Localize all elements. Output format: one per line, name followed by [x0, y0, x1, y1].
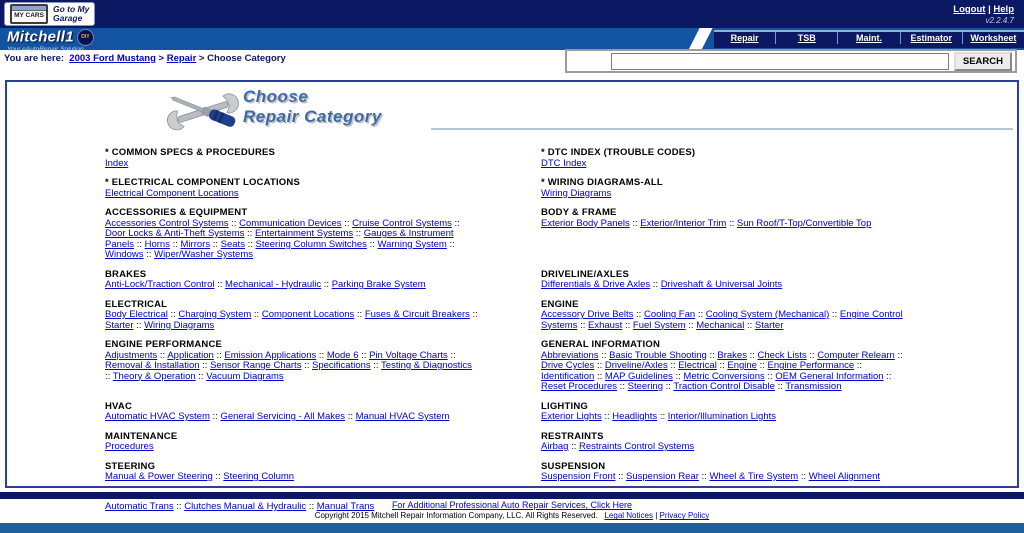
category-link[interactable]: Differentials & Drive Axles [541, 279, 651, 290]
category-link[interactable]: Communication Devices [239, 217, 342, 229]
category-links: Abbreviations :: Basic Trouble Shooting :: Brakes :: Check Lists :: Computer Relearn :: Drive Cycles :: Driveline/Axles :: Electrical :: Engine :: Engine Performance :: Identification :: MAP Guidelines :: Metric Conversions :: OEM General Information :: Reset Procedures :: Steering :: Traction Control Disable :: Transmission [541, 349, 903, 392]
help-link[interactable]: Help [993, 4, 1014, 15]
category-link[interactable]: Electrical Component Locations [105, 187, 239, 199]
category-link[interactable]: Interior/Illumination Lights [667, 411, 776, 422]
category-links: Automatic HVAC System :: General Servicing - All Makes :: Manual HVAC System [105, 411, 450, 422]
category-cell [541, 178, 977, 199]
category-link[interactable]: Theory & Operation [112, 370, 196, 382]
category-cell [105, 178, 541, 199]
breadcrumb-prefix: You are here: [4, 53, 65, 64]
category-link[interactable]: Parking Brake System [331, 279, 426, 290]
category-title: HVAC [105, 400, 133, 412]
go-to-my-garage-button[interactable] [4, 2, 95, 26]
category-links: Adjustments :: Application :: Emission Applications :: Mode 6 :: Pin Voltage Charts :: Removal & Installation :: Sensor Range Charts :: Specifications :: Testing & Diagnostics :: Theory & Operation :: Vacuum Diagrams [105, 349, 472, 382]
category-row [105, 270, 977, 291]
tab-link[interactable]: Repair [730, 33, 759, 43]
category-link[interactable]: Computer Relearn [817, 349, 895, 361]
category-link[interactable]: Driveshaft & Universal Joints [660, 279, 783, 290]
brand-logo [7, 29, 94, 54]
category-link[interactable]: Adjustments [105, 349, 158, 361]
category-title: DRIVELINE/AXLES [541, 268, 629, 280]
category-link[interactable]: Exterior/Interior Trim [640, 217, 727, 229]
tab-tsb [775, 32, 837, 44]
privacy-policy-link[interactable]: Privacy Policy [659, 511, 710, 521]
category-links [105, 442, 479, 453]
header-rule [431, 128, 1013, 130]
category-row [105, 208, 977, 261]
category-link[interactable]: Anti-Lock/Traction Control [105, 279, 215, 290]
category-title: ENGINE [541, 298, 579, 310]
category-row [105, 402, 977, 423]
category-cell [105, 208, 541, 261]
category-link[interactable]: Starter [754, 319, 784, 331]
category-link[interactable]: Horns [144, 238, 170, 250]
category-link[interactable]: Accessory Drive Belts [541, 309, 634, 320]
category-link[interactable]: Steering Column Switches [255, 238, 367, 250]
category-link[interactable]: Charging System [178, 309, 252, 320]
category-grid [105, 148, 977, 522]
category-link[interactable]: General Servicing - All Makes [220, 411, 346, 422]
category-cell [541, 148, 977, 169]
search-input[interactable] [611, 53, 949, 70]
category-link[interactable]: Manual & Power Steering [105, 471, 213, 482]
category-link[interactable]: Brakes [717, 349, 747, 361]
category-links [105, 159, 479, 170]
category-link[interactable]: Seats [220, 238, 245, 250]
category-title: BODY & FRAME [541, 207, 617, 218]
category-cell [541, 340, 977, 393]
category-link[interactable]: Headlights [612, 411, 658, 422]
category-links: Body Electrical :: Charging System :: Component Locations :: Fuses & Circuit Breakers :: Starter :: Wiring Diagrams [105, 309, 478, 331]
category-link[interactable]: OEM General Information [775, 370, 884, 382]
category-link[interactable]: Emission Applications [224, 349, 317, 361]
category-link[interactable]: Procedures [105, 441, 154, 452]
license-plate-icon [10, 4, 48, 24]
category-link[interactable]: Engine Control Systems [541, 309, 903, 331]
repair-tools-icon [165, 88, 243, 139]
main-tabs [714, 30, 1024, 48]
category-link[interactable]: Suspension Rear [626, 471, 699, 482]
category-link[interactable]: Automatic Trans [105, 501, 174, 512]
diy-badge-icon: DIY [77, 29, 94, 46]
category-row [105, 340, 977, 393]
category-link[interactable]: Testing & Diagnostics [381, 360, 472, 371]
category-link[interactable]: Manual Trans [316, 501, 375, 512]
tab-repair [714, 32, 775, 44]
category-link[interactable]: Abbreviations [541, 349, 599, 361]
category-links: Differentials & Drive Axles :: Driveshaft & Universal Joints [541, 279, 783, 290]
category-links [541, 159, 915, 170]
breadcrumb: You are here: 2003 Ford Mustang > Repair > Choose Category [4, 53, 286, 64]
category-link[interactable]: Exhaust [588, 319, 623, 331]
auth-divider: | [988, 4, 991, 15]
category-link[interactable]: Clutches Manual & Hydraulic [184, 501, 307, 512]
category-link[interactable]: Mirrors [180, 238, 211, 250]
category-link[interactable]: Pin Voltage Charts [369, 349, 448, 361]
auth-links [953, 4, 1014, 15]
category-link[interactable]: Metric Conversions [683, 370, 765, 382]
category-title: * DTC INDEX (TROUBLE CODES) [541, 147, 696, 158]
footer-divider-bar [0, 492, 1024, 499]
category-link[interactable]: Vacuum Diagrams [206, 370, 284, 382]
category-title: LIGHTING [541, 400, 588, 412]
category-link[interactable]: Mechanical - Hydraulic [225, 279, 322, 290]
category-cell [541, 208, 977, 261]
category-link[interactable]: Starter [105, 319, 134, 331]
category-link[interactable]: Engine Performance [767, 360, 855, 371]
category-link[interactable]: Removal & Installation [105, 360, 200, 371]
category-link[interactable]: Entertainment Systems [254, 228, 354, 239]
category-link[interactable]: Specifications [312, 360, 371, 371]
category-links: Manual & Power Steering :: Steering Column [105, 471, 295, 482]
category-title: SUSPENSION [541, 460, 606, 472]
category-title: RESTRAINTS [541, 430, 604, 442]
category-links [541, 189, 915, 200]
category-links: Accessory Drive Belts :: Cooling Fan :: Cooling System (Mechanical) :: Engine Control Systems :: Exhaust :: Fuel System :: Mechanical :: Starter [541, 309, 903, 331]
category-links: Exterior Body Panels :: Exterior/Interior Trim :: Sun Roof/T-Top/Convertible Top [541, 217, 872, 229]
category-link[interactable]: Application [167, 349, 214, 361]
category-cell [541, 462, 977, 483]
breadcrumb-link[interactable]: 2003 Ford Mustang [69, 53, 156, 64]
category-cell [105, 270, 541, 291]
tab-estimator [900, 32, 962, 44]
category-link[interactable]: Transmission [785, 381, 842, 392]
category-link[interactable]: Airbag [541, 441, 569, 452]
category-link[interactable]: Restraints Control Systems [579, 441, 695, 452]
category-link[interactable]: DTC Index [541, 157, 587, 169]
category-link[interactable]: Sun Roof/T-Top/Convertible Top [736, 217, 872, 229]
search-panel [565, 49, 1017, 73]
category-title: ACCESSORIES & EQUIPMENT [105, 207, 248, 218]
top-bar [0, 0, 1024, 28]
category-link[interactable]: Check Lists [757, 349, 807, 361]
tab-worksheet [962, 32, 1024, 44]
category-links: Anti-Lock/Traction Control :: Mechanical - Hydraulic :: Parking Brake System [105, 279, 426, 290]
category-cell [541, 432, 977, 453]
category-link[interactable]: Manual HVAC System [355, 411, 450, 422]
category-link[interactable]: Wiring Diagrams [541, 187, 612, 199]
category-link[interactable]: Traction Control Disable [673, 381, 775, 392]
category-link[interactable]: Exterior Body Panels [541, 217, 630, 229]
breadcrumb-link[interactable]: Repair [166, 53, 197, 64]
category-link[interactable]: Wheel Alignment [808, 471, 881, 482]
category-title: * COMMON SPECS & PROCEDURES [105, 147, 276, 158]
category-link[interactable]: Basic Trouble Shooting [609, 349, 707, 361]
search-button[interactable]: SEARCH [954, 52, 1012, 71]
category-link[interactable]: Steering [627, 381, 663, 392]
category-cell [105, 402, 541, 423]
category-cell [105, 462, 541, 483]
category-link[interactable]: Windows [105, 249, 144, 260]
category-link[interactable]: Warning System [377, 238, 447, 250]
category-title: ENGINE PERFORMANCE [105, 339, 223, 350]
category-links [105, 189, 479, 200]
category-link[interactable]: Reset Procedures [541, 381, 618, 392]
category-title: STEERING [105, 460, 156, 472]
tab-link[interactable]: Estimator [910, 33, 952, 43]
category-link[interactable]: Door Locks & Anti-Theft Systems [105, 228, 245, 239]
category-title: * WIRING DIAGRAMS-ALL [541, 177, 663, 188]
category-cell [105, 148, 541, 169]
category-row [105, 300, 977, 332]
category-row [105, 432, 977, 453]
tab-link[interactable]: Maint. [856, 33, 882, 43]
garage-label: Go to My Garage [53, 3, 90, 23]
footer-promo-link[interactable]: For Additional Professional Auto Repair Services, Click Here [391, 500, 633, 510]
category-link[interactable]: Wiper/Washer Systems [154, 249, 253, 260]
category-link[interactable]: Electrical [678, 360, 717, 371]
copyright-text: Copyright 2015 Mitchell Repair Information Company, LLC. All Rights Reserved. [314, 511, 598, 521]
category-link[interactable]: Drive Cycles [541, 360, 595, 371]
category-cell [105, 300, 541, 332]
category-cell [541, 402, 977, 423]
page-title: Choose Repair Category [243, 87, 382, 126]
category-title: BRAKES [105, 268, 147, 280]
category-link[interactable]: Sensor Range Charts [210, 360, 302, 371]
tab-link[interactable]: TSB [797, 33, 816, 43]
category-link[interactable]: Wiring Diagrams [144, 319, 215, 331]
legal-notices-link[interactable]: Legal Notices [604, 511, 653, 521]
category-link[interactable]: Wheel & Tire System [709, 471, 799, 482]
category-title: * ELECTRICAL COMPONENT LOCATIONS [105, 177, 300, 188]
category-link[interactable]: Suspension Front [541, 471, 616, 482]
category-title: MAINTENANCE [105, 430, 178, 442]
category-link[interactable]: Cooling System (Mechanical) [705, 309, 830, 320]
category-row [105, 462, 977, 483]
tab-maint [837, 32, 899, 44]
category-link[interactable]: Body Electrical [105, 309, 168, 320]
category-links: Exterior Lights :: Headlights :: Interior/Illumination Lights [541, 411, 776, 422]
category-link[interactable]: Steering Column [223, 471, 295, 482]
brand-tagline: Your eAutoRepair Solution [7, 46, 84, 53]
tab-link[interactable]: Worksheet [970, 33, 1017, 43]
category-links: Accessories Control Systems :: Communication Devices :: Cruise Control Systems :: Door Locks & Anti-Theft Systems :: Entertainment Systems :: Gauges & Instrument Panels :: Horns :: Mirrors :: Seats :: Steering Column Switches :: Warning System :: Windows :: Wiper/Washer Systems [105, 217, 460, 260]
version-label: v2.2.4.7 [985, 16, 1014, 25]
category-link[interactable]: Fuel System [632, 319, 686, 331]
category-link[interactable]: Fuses & Circuit Breakers [364, 309, 470, 320]
category-link[interactable]: Cruise Control Systems [352, 217, 452, 229]
logout-link[interactable]: Logout [953, 4, 986, 15]
category-link[interactable]: MAP Guidelines [604, 370, 673, 382]
category-title: GENERAL INFORMATION [541, 339, 661, 350]
category-link[interactable]: Identification [541, 370, 595, 382]
footer-link-divider: | [655, 511, 658, 521]
category-link[interactable]: Accessories Control Systems [105, 217, 229, 229]
category-link[interactable]: Mechanical [696, 319, 745, 331]
category-link[interactable]: Cooling Fan [643, 309, 696, 320]
category-link[interactable]: Index [105, 157, 129, 169]
category-title: ELECTRICAL [105, 298, 168, 310]
category-cell [541, 270, 977, 291]
category-cell [541, 300, 977, 332]
category-link[interactable]: Engine [727, 360, 757, 371]
category-link[interactable]: Mode 6 [326, 349, 359, 361]
brand-name: Mitchell1 [7, 28, 74, 46]
category-row [105, 148, 977, 169]
my-cars-label: MY CARS [14, 12, 44, 19]
bottom-bar [0, 523, 1024, 533]
category-link[interactable]: Driveline/Axles [604, 360, 668, 371]
category-link[interactable]: Gauges & Instrument Panels [105, 228, 454, 250]
category-cell [105, 340, 541, 393]
category-links: Suspension Front :: Suspension Rear :: Wheel & Tire System :: Wheel Alignment [541, 471, 881, 482]
category-links: Automatic Trans :: Clutches Manual & Hydraulic :: Manual Trans [105, 501, 375, 512]
category-link[interactable]: Exterior Lights [541, 411, 602, 422]
breadcrumb-current: Choose Category [207, 53, 286, 64]
category-link[interactable]: Component Locations [261, 309, 355, 320]
category-row [105, 178, 977, 199]
category-link[interactable]: Automatic HVAC System [105, 411, 210, 422]
category-cell [105, 432, 541, 453]
category-links: Airbag :: Restraints Control Systems [541, 441, 695, 452]
